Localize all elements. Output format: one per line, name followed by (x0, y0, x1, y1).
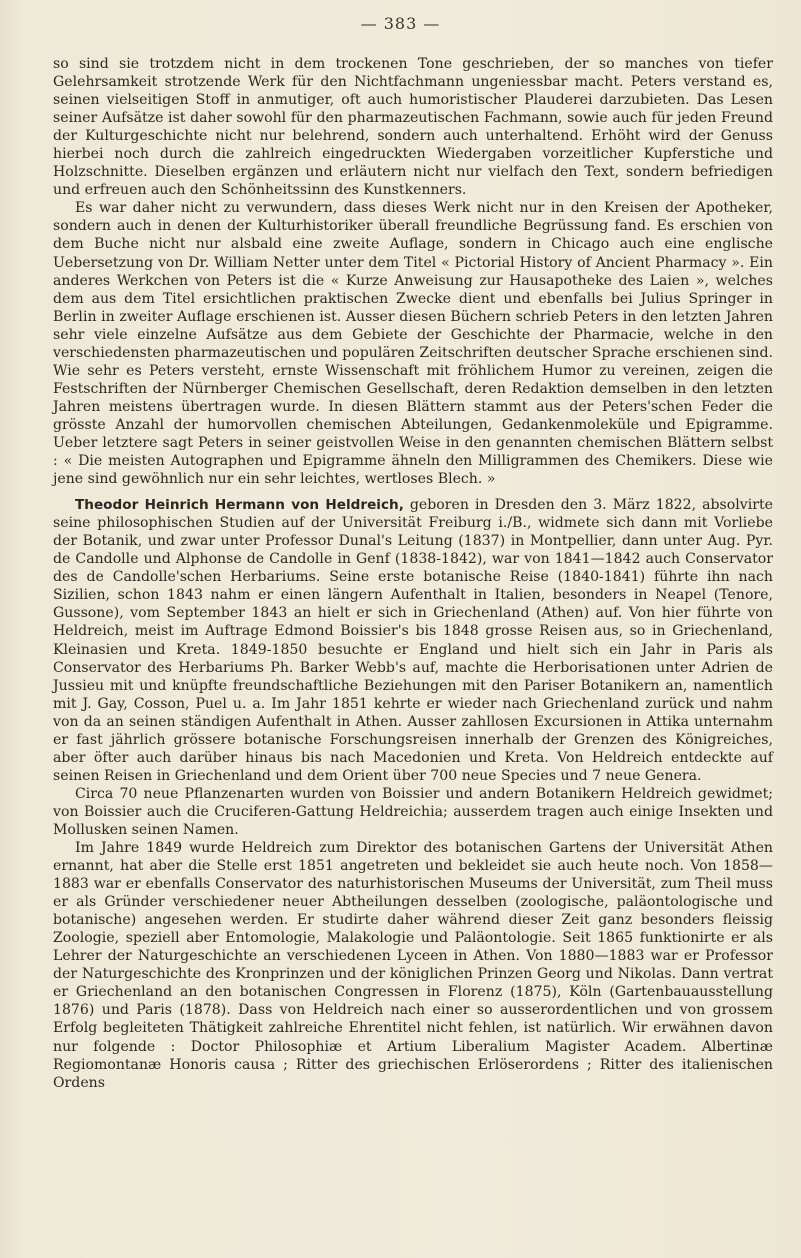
paragraph-1: so sind sie trotzdem nicht in dem trockenen Tone geschrieben, der so manches von tiefer Gelehrsamkeit strotzende Werk für den Nichtfachmann ungeniessbar macht. Peters verstand es, seinen vielseitigen Stoff in anmutiger, oft auch humoristischer Plauderei darzubieten. Das Lesen seiner Aufsätze ist daher sowohl für den pharmazeutischen Fachmann, sowie auch für jeden Freund der Kulturgeschichte nicht nur belehrend, sondern auch unterhaltend. Erhöht wird der Genuss hierbei noch durch die zahlreich eingedruckten Wiedergaben vorzeitlicher Kupferstiche und Holzschnitte. Dieselben ergänzen und erläutern nicht nur vielfach den Text, sondern befriedigen und erfreuen auch den Schönheitssinn des Kunstkenners. (53, 56, 773, 199)
page-number: — 383 — (360, 14, 441, 33)
body-text (53, 55, 773, 1092)
paragraph-5: Im Jahre 1849 wurde Heldreich zum Direktor des botanischen Gartens der Universität Athen ernannt, hat aber die Stelle erst 1851 angetreten und bekleidet sie auch heute noch. Von 1858—1883 war er ebenfalls Conservator des naturhistorischen Museums der Universität, zum Theil muss er als Gründer verschiedener neuer Abtheilungen desselben (zoologische, paläontologische und botanische) angesehen werden. Er studirte daher während dieser Zeit ganz besonders fleissig Zoologie, speziell aber Entomologie, Malakologie und Paläontologie. Seit 1865 funktionirte er als Lehrer der Naturgeschichte an verschiedenen Lyceen in Athen. Von 1880—1883 war er Professor der Naturgeschichte des Kronprinzen und der königlichen Prinzen Georg und Nikolas. Dann vertrat er Griechenland an den botanischen Congressen in Florenz (1875), Köln (Gartenbauausstellung 1876) und Paris (1878). Dass von Heldreich nach einer so ausserordentlichen und von grossem Erfolg begleiteten Thätigkeit zahlreiche Ehrentitel nicht fehlen, ist natürlich. Wir erwähnen davon nur folgende : Doctor Philosophiæ et Artium Liberalium Magister Academ. Albertinæ Regiomontanæ Honoris causa ; Ritter des griechischen Erlöserordens ; Ritter des italienischen Ordens (53, 840, 773, 1091)
bio-name: Theodor Heinrich Hermann von Heldreich, (75, 497, 404, 514)
paragraph-heldreich-bio (53, 496, 773, 785)
paragraph-4: Circa 70 neue Pflanzenarten wurden von Boissier und andern Botanikern Heldreich gewidmet; von Boissier auch die Cruciferen-Gattung Heldreichia; ausserdem tragen auch einige Insekten und Mollusken seinen Namen. (53, 785, 773, 838)
bio-text: geboren in Dresden den 3. März 1822, absolvirte seine philosophischen Studien auf der Universität Freiburg i./B., widmete sich dann mit Vorliebe der Botanik, und zwar unter Professor Dunal's Leitung (1837) in Montpellier, dann unter Aug. Pyr. de Candolle und Alphonse de Candolle in Genf (1838-1842), war von 1841—1842 auch Conservator des de Candolle'schen Herbariums. Seine erste botanische Reise (1840-1841) führte ihn nach Sizilien, schon 1843 nahm er einen längern Aufenthalt in Italien, besonders in Neapel (Tenore, Gussone), vom September 1843 an hielt er sich in Griechenland (Athen) auf. Von hier führte von Heldreich, meist im Auftrage Edmond Boissier's bis 1848 grosse Reisen aus, so in Griechenland, Kleinasien und Kreta. 1849-1850 besuchte er England und hielt sich ein Jahr in Paris als Conservator des Herbariums Ph. Barker Webb's auf, machte die Herborisationen unter Adrien de Jussieu mit und knüpfte freundschaftliche Beziehungen mit den Pariser Botanikern an, namentlich mit J. Gay, Cosson, Puel u. a. Im Jahr 1851 kehrte er wieder nach Griechenland zurück und nahm von da an seinen ständigen Aufenthalt in Athen. Ausser zahllosen Excursionen in Attika unternahm er fast jährlich grössere botanische Forschungsreisen innerhalb der Grenzen des Königreiches, aber öfter auch darüber hinaus bis nach Macedonien und Kreta. Von Heldreich entdeckte auf seinen Reisen in Griechenland und dem Orient über 700 neue Species und 7 neue Genera. (53, 497, 773, 784)
paragraph-2: Es war daher nicht zu verwundern, dass dieses Werk nicht nur in den Kreisen der Apotheker, sondern auch in denen der Kulturhistoriker überall freundliche Begrüssung fand. Es erschien von dem Buche nicht nur alsbald eine zweite Auflage, sondern in Chicago auch eine englische Uebersetzung von Dr. William Netter unter dem Titel « Pictorial History of Ancient Pharmacy ». Ein anderes Werkchen von Peters ist die « Kurze Anweisung zur Hausapotheke des Laien », welches dem aus dem Titel ersichtlichen praktischen Zwecke dient und ebenfalls bei Julius Springer in Berlin in zweiter Auflage erschienen ist. Ausser diesen Büchern schrieb Peters in den letzten Jahren sehr viele einzelne Aufsätze aus dem Gebiete der Geschichte der Pharmacie, welche in den verschiedensten pharmazeutischen und populären Zeitschriften deutscher Sprache erschienen sind. Wie sehr es Peters versteht, ernste Wissenschaft mit fröhlichem Humor zu vereinen, zeigen die Festschriften der Nürnberger Chemischen Gesellschaft, deren Redaktion demselben in den letzten Jahren meistens übertragen wurde. In diesen Blättern stammt aus der Peters'schen Feder die grösste Anzahl der humorvollen chemischen Abteilungen, Gedankenmoleküle und Epigramme. Ueber letztere sagt Peters in seiner geistvollen Weise in den genannten chemischen Blättern selbst : « Die meisten Autographen und Epigramme ähneln den Milligrammen des Chemikers. Diese wie jene sind gewöhnlich nur ein sehr leichtes, wertloses Blech. » (53, 200, 773, 488)
